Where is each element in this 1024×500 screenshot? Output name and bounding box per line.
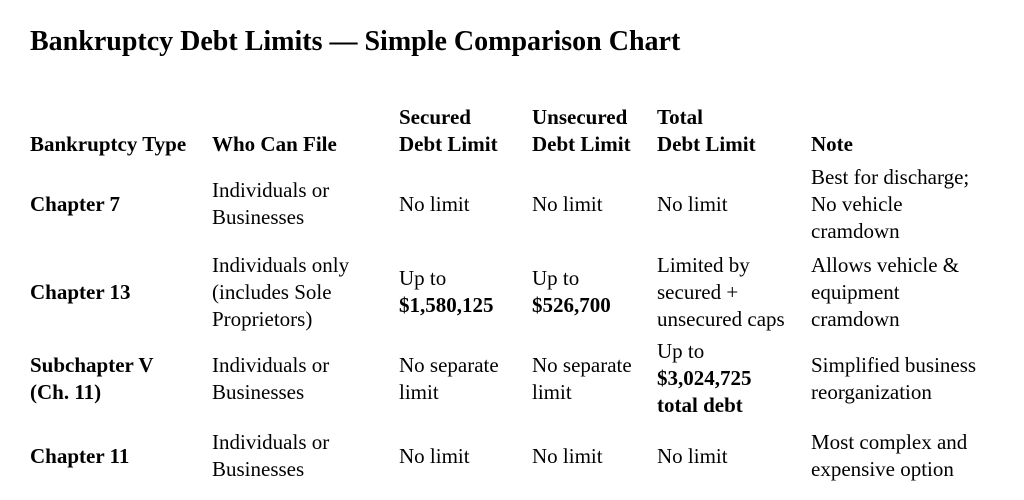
note-cell: Allows vehicle & equipment cramdown [811,252,960,331]
total-limit-cell: No limit [657,191,728,216]
total-limit-amount: $3,024,725 [657,366,752,390]
who-can-file-cell: Individuals or Businesses [212,178,330,229]
debt-limits-table [24,96,1007,493]
unsecured-limit-amount: $526,700 [532,293,611,317]
secured-limit-cell: No separate limit [399,352,499,404]
header-total-debt-limit: Total Debt Limit [657,105,756,156]
note-cell: Best for discharge; No vehicle cramdown [811,164,970,243]
table-row [24,419,1007,493]
total-limit-cell: Up to $3,024,725 total debt [651,338,805,419]
note-cell: Most complex and expensive option [811,430,968,481]
header-unsecured-debt-limit: Unsecured Debt Limit [532,105,631,156]
table-row [24,246,1007,338]
bankruptcy-type-cell: Chapter 7 [30,191,121,216]
unsecured-limit-cell: Up to $526,700 [526,246,651,338]
page-title: Bankruptcy Debt Limits — Simple Comparison Chart [30,26,681,57]
total-limit-cell: No limit [657,443,728,468]
secured-limit-cell: Up to $1,580,125 [393,246,526,338]
bankruptcy-type-cell: Chapter 13 [30,279,131,304]
table-row [24,338,1007,419]
total-limit-cell: Limited by secured + unsecured caps [657,252,785,331]
secured-limit-amount: $1,580,125 [399,293,494,317]
header-who-can-file: Who Can File [212,132,337,156]
unsecured-limit-cell: No separate limit [532,352,632,404]
note-cell: Simplified business reorganization [811,352,977,404]
header-note: Note [811,132,853,156]
who-can-file-cell: Individuals only (includes Sole Proprietors) [212,252,350,331]
bankruptcy-type-cell: Subchapter V (Ch. 11) [30,352,154,404]
who-can-file-cell: Individuals or Businesses [212,352,330,404]
table-row [24,162,1007,246]
secured-limit-cell: No limit [399,191,470,216]
header-secured-debt-limit: Secured Debt Limit [399,105,498,156]
unsecured-limit-cell: No limit [532,191,603,216]
total-limit-amount-suffix: total debt [657,393,743,417]
secured-limit-cell: No limit [399,443,470,468]
unsecured-limit-cell: No limit [532,443,603,468]
table-header-row [24,96,1007,162]
who-can-file-cell: Individuals or Businesses [212,430,330,481]
header-bankruptcy-type: Bankruptcy Type [30,132,187,156]
bankruptcy-type-cell: Chapter 11 [30,443,130,468]
